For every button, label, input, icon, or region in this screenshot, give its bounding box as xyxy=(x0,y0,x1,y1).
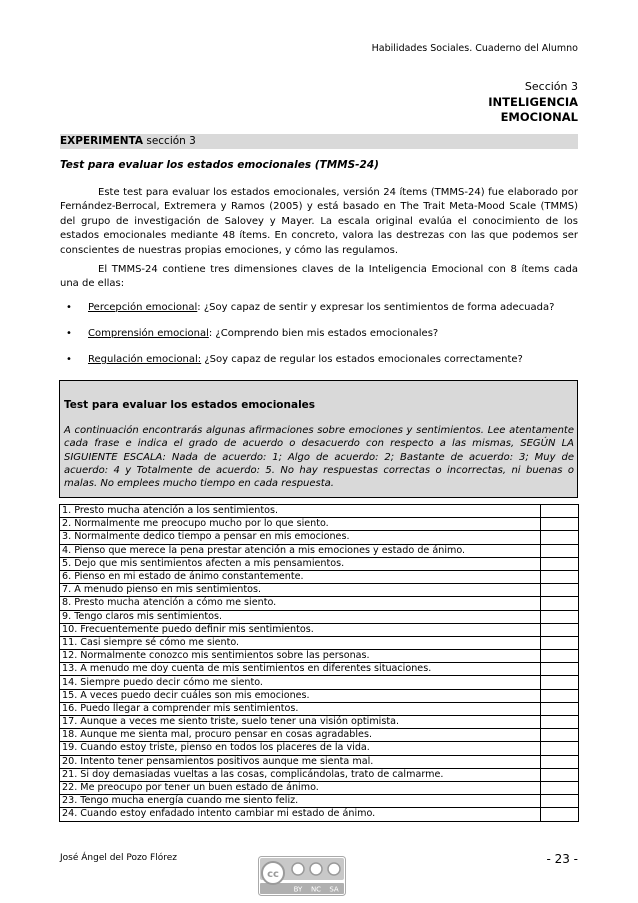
bullet-term: Regulación emocional: xyxy=(88,354,202,365)
item-text: 15. A veces puedo decir cuáles son mis emociones. xyxy=(60,689,541,702)
table-row xyxy=(60,557,579,570)
intro-paragraph-text: Este test para evaluar los estados emocionales, versión 24 ítems (TMMS-24) fue elaborado por Fernández-Berrocal, Extremera y Ramos (2005) y está basado en The Trait Meta-Mood Scale (TMMS) del grupo de investigación de Salovey y Mayer. La escala original evalúa el conocimiento de los estados emocionales mediante 48 ítems. En concreto, valora las destrezas con las que podemos ser conscientes de nuestras propias emociones, y cómo las regulamos. xyxy=(60,187,578,256)
item-text: 4. Pienso que merece la pena prestar atención a mis emociones y estado de ánimo. xyxy=(60,544,541,557)
item-text: 23. Tengo mucha energía cuando me siento feliz. xyxy=(60,795,541,808)
answer-cell[interactable] xyxy=(541,663,579,676)
table-row xyxy=(60,650,579,663)
item-text: 2. Normalmente me preocupo mucho por lo que siento. xyxy=(60,518,541,531)
answer-cell[interactable] xyxy=(541,808,579,821)
answer-cell[interactable] xyxy=(541,650,579,663)
item-text: 13. A menudo me doy cuenta de mis sentimientos en diferentes situaciones. xyxy=(60,663,541,676)
bullet-dot: • xyxy=(66,354,72,365)
test-heading: Test para evaluar los estados emocionales (TMMS-24) xyxy=(60,159,379,171)
answer-cell[interactable] xyxy=(541,531,579,544)
item-text: 22. Me preocupo por tener un buen estado de ánimo. xyxy=(60,781,541,794)
bullet-term: Comprensión emocional xyxy=(88,328,209,339)
badge-nc: NC xyxy=(310,885,322,894)
instructions-title: Test para evaluar los estados emocionales xyxy=(64,399,316,411)
badge-sa: SA xyxy=(329,885,339,894)
creative-commons-license-icon xyxy=(258,856,346,896)
table-row xyxy=(60,755,579,768)
bullet-term: Percepción emocional xyxy=(88,302,198,313)
table-row xyxy=(60,795,579,808)
table-row xyxy=(60,531,579,544)
bullet-text: ¿Soy capaz de regular los estados emocionales correctamente? xyxy=(201,354,523,365)
table-row xyxy=(60,544,579,557)
answer-cell[interactable] xyxy=(541,689,579,702)
dimensions-paragraph xyxy=(60,263,578,292)
item-text: 16. Puedo llegar a comprender mis sentimientos. xyxy=(60,702,541,715)
running-header: Habilidades Sociales. Cuaderno del Alumno xyxy=(371,43,578,54)
table-row xyxy=(60,663,579,676)
answer-cell[interactable] xyxy=(541,716,579,729)
experiment-suffix: sección 3 xyxy=(143,135,196,147)
table-row xyxy=(60,570,579,583)
item-text: 7. A menudo pienso en mis sentimientos. xyxy=(60,584,541,597)
table-row xyxy=(60,636,579,649)
answer-cell[interactable] xyxy=(541,636,579,649)
item-text: 12. Normalmente conozco mis sentimientos sobre las personas. xyxy=(60,650,541,663)
bullet-text: : ¿Comprendo bien mis estados emocionales? xyxy=(208,328,439,339)
answer-cell[interactable] xyxy=(541,544,579,557)
intro-paragraph xyxy=(60,186,578,258)
answer-cell[interactable] xyxy=(541,702,579,715)
section-title-line2: EMOCIONAL xyxy=(500,110,578,124)
table-row xyxy=(60,610,579,623)
table-row xyxy=(60,689,579,702)
item-text: 21. Si doy demasiadas vueltas a las cosas, complicándolas, trato de calmarme. xyxy=(60,768,541,781)
table-row xyxy=(60,808,579,821)
item-text: 19. Cuando estoy triste, pienso en todos los placeres de la vida. xyxy=(60,742,541,755)
answer-cell[interactable] xyxy=(541,597,579,610)
answer-cell[interactable] xyxy=(541,729,579,742)
items-table xyxy=(59,504,579,822)
item-text: 14. Siempre puedo decir cómo me siento. xyxy=(60,676,541,689)
answer-cell[interactable] xyxy=(541,623,579,636)
experiment-bar xyxy=(60,134,578,149)
answer-cell[interactable] xyxy=(541,755,579,768)
item-text: 3. Normalmente dedico tiempo a pensar en mis emociones. xyxy=(60,531,541,544)
experiment-label: EXPERIMENTA xyxy=(60,135,144,147)
table-row xyxy=(60,505,579,518)
item-text: 18. Aunque me sienta mal, procuro pensar en cosas agradables. xyxy=(60,729,541,742)
table-row xyxy=(60,584,579,597)
section-title-line1: INTELIGENCIA xyxy=(488,95,578,109)
item-text: 8. Presto mucha atención a cómo me siento. xyxy=(60,597,541,610)
bullet-dot: • xyxy=(66,302,72,313)
bullet-text: : ¿Soy capaz de sentir y expresar los sentimientos de forma adecuada? xyxy=(197,302,555,313)
item-text: 17. Aunque a veces me siento triste, suelo tener una visión optimista. xyxy=(60,716,541,729)
table-row xyxy=(60,518,579,531)
answer-cell[interactable] xyxy=(541,768,579,781)
item-text: 9. Tengo claros mis sentimientos. xyxy=(60,610,541,623)
cc-text: cc xyxy=(267,869,279,880)
item-text: 24. Cuando estoy enfadado intento cambiar mi estado de ánimo. xyxy=(60,808,541,821)
answer-cell[interactable] xyxy=(541,676,579,689)
answer-cell[interactable] xyxy=(541,781,579,794)
instructions-box xyxy=(59,380,578,498)
answer-cell[interactable] xyxy=(541,584,579,597)
item-text: 5. Dejo que mis sentimientos afecten a mis pensamientos. xyxy=(60,557,541,570)
table-row xyxy=(60,676,579,689)
answer-cell[interactable] xyxy=(541,518,579,531)
table-row xyxy=(60,742,579,755)
table-row xyxy=(60,716,579,729)
table-row xyxy=(60,781,579,794)
answer-cell[interactable] xyxy=(541,795,579,808)
bullet-dot: • xyxy=(66,328,72,339)
table-row xyxy=(60,729,579,742)
section-number: Sección 3 xyxy=(524,80,578,93)
page-number: - 23 - xyxy=(546,852,578,866)
table-row xyxy=(60,768,579,781)
instructions-text: A continuación encontrarás algunas afirmaciones sobre emociones y sentimientos. Lee atentamente cada frase e indica el grado de acuerdo o desacuerdo con respecto a las mismas, SEGÚN LA SIGUIENTE ESCALA: Nada de acuerdo: 1; Algo de acuerdo: 2; Bastante de acuerdo: 3; Muy de acuerdo: 4 y Totalmente de acuerdo: 5. No hay respuestas correctas o incorrectas, ni buenas o malas. No emplees mucho tiempo en cada respuesta. xyxy=(64,425,574,490)
answer-cell[interactable] xyxy=(541,505,579,518)
item-text: 20. Intento tener pensamientos positivos aunque me sienta mal. xyxy=(60,755,541,768)
table-row xyxy=(60,702,579,715)
answer-cell[interactable] xyxy=(541,610,579,623)
footer-author: José Ángel del Pozo Flórez xyxy=(60,853,177,863)
item-text: 11. Casi siempre sé cómo me siento. xyxy=(60,636,541,649)
item-text: 10. Frecuentemente puedo definir mis sentimientos. xyxy=(60,623,541,636)
table-row xyxy=(60,623,579,636)
answer-cell[interactable] xyxy=(541,570,579,583)
item-text: 1. Presto mucha atención a los sentimientos. xyxy=(60,505,541,518)
answer-cell[interactable] xyxy=(541,742,579,755)
table-row xyxy=(60,597,579,610)
badge-by: BY xyxy=(293,885,303,894)
dimensions-paragraph-text: El TMMS-24 contiene tres dimensiones claves de la Inteligencia Emocional con 8 ítems cada una de ellas: xyxy=(60,264,578,290)
item-text: 6. Pienso en mi estado de ánimo constantemente. xyxy=(60,570,541,583)
answer-cell[interactable] xyxy=(541,557,579,570)
